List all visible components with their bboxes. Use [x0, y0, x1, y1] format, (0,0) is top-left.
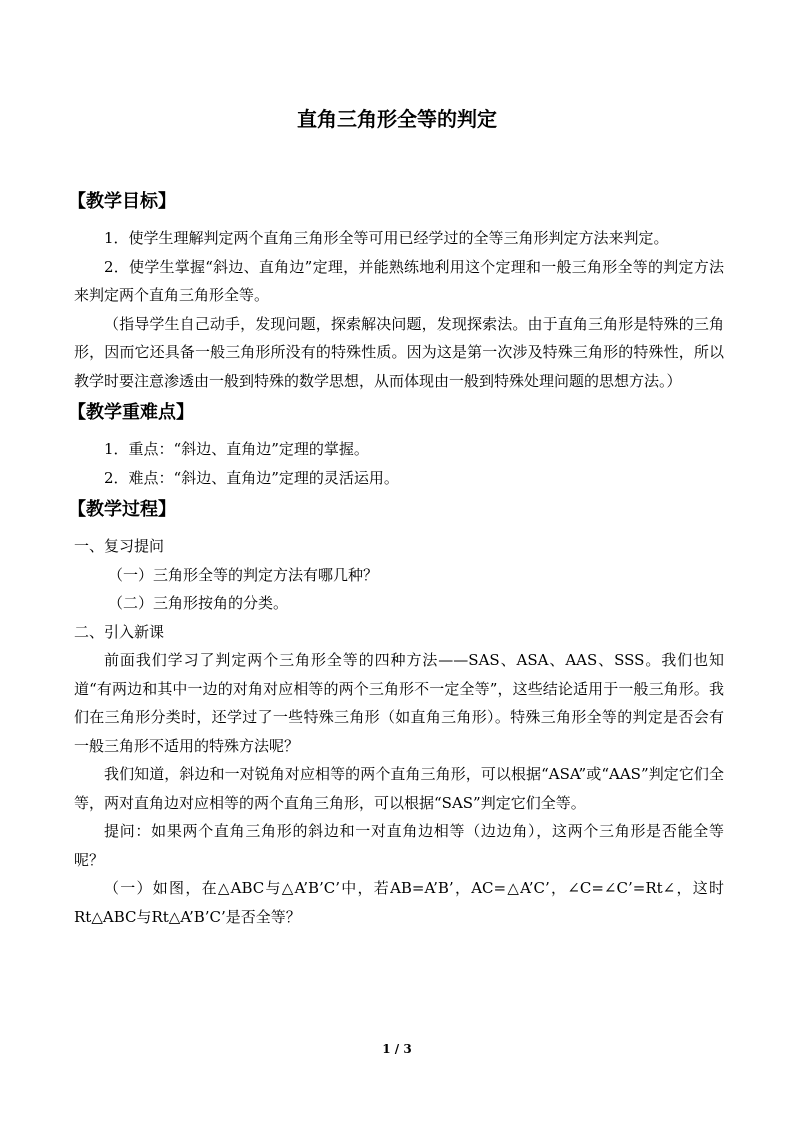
goal-note: （指导学生自己动手，发现问题，探索解决问题，发现探索法。由于直角三角形是特殊的三角形，因而它还具备一般三角形所没有的特殊性质。因为这是第一次涉及特殊三角形的特殊性，所以教学时要注意渗透由一般到特殊的数学思想，从而体现由一般到特殊处理问题的思想方法。） — [74, 314, 724, 390]
goal-item-1: 1．使学生理解判定两个直角三角形全等可用已经学过的全等三角形判定方法来判定。 — [104, 229, 669, 247]
heading-key-points: 【教学重难点】 — [68, 402, 194, 423]
heading-teaching-process: 【教学过程】 — [68, 499, 176, 520]
process-paragraph-4: （一）如图，在△ABC与△A’B’C’中，若AB=A’B’，AC=△A’C’，∠C=∠C’=Rt∠，这时Rt△ABC与Rt△A’B’C’是否全等？ — [74, 879, 724, 926]
part1-title: 一、复习提问 — [74, 537, 165, 555]
process-paragraph-3: 提问：如果两个直角三角形的斜边和一对直角边相等（边边角），这两个三角形是否能全等呢？ — [74, 822, 724, 869]
key-point-item-2: 2．难点：“斜边、直角边”定理的灵活运用。 — [104, 468, 399, 487]
process-paragraph-1: 前面我们学习了判定两个三角形全等的四种方法——SAS、ASA、AAS、SSS。我们也知道“有两边和其中一边的对角对应相等的两个三角形不一定全等”，这些结论适用于一般三角形。我们在三角形分类时，还学过了一些特殊三角形（如直角三角形）。特殊三角形全等的判定是否会有一般三角形不适用的特殊方法呢？ — [74, 651, 724, 755]
part1-question-2: （二）三角形按角的分类。 — [108, 594, 289, 612]
goal-item-2: 2．使学生掌握“斜边、直角边”定理，并能熟练地利用这个定理和一般三角形全等的判定方法来判定两个直角三角形全等。 — [74, 257, 724, 304]
part2-title: 二、引入新课 — [74, 622, 165, 641]
heading-teaching-goals: 【教学目标】 — [68, 191, 176, 212]
key-point-item-1: 1．重点：“斜边、直角边”定理的掌握。 — [104, 440, 369, 458]
page-title: 直角三角形全等的判定 — [297, 107, 497, 131]
process-paragraph-2: 我们知道，斜边和一对锐角对应相等的两个直角三角形，可以根据“ASA”或“AAS”判定它们全等，两对直角边对应相等的两个直角三角形，可以根据“SAS”判定它们全等。 — [74, 765, 724, 812]
document-body — [68, 188, 724, 931]
page-number: 1 / 3 — [382, 1042, 412, 1056]
part1-question-1: （一）三角形全等的判定方法有哪几种？ — [108, 565, 379, 584]
